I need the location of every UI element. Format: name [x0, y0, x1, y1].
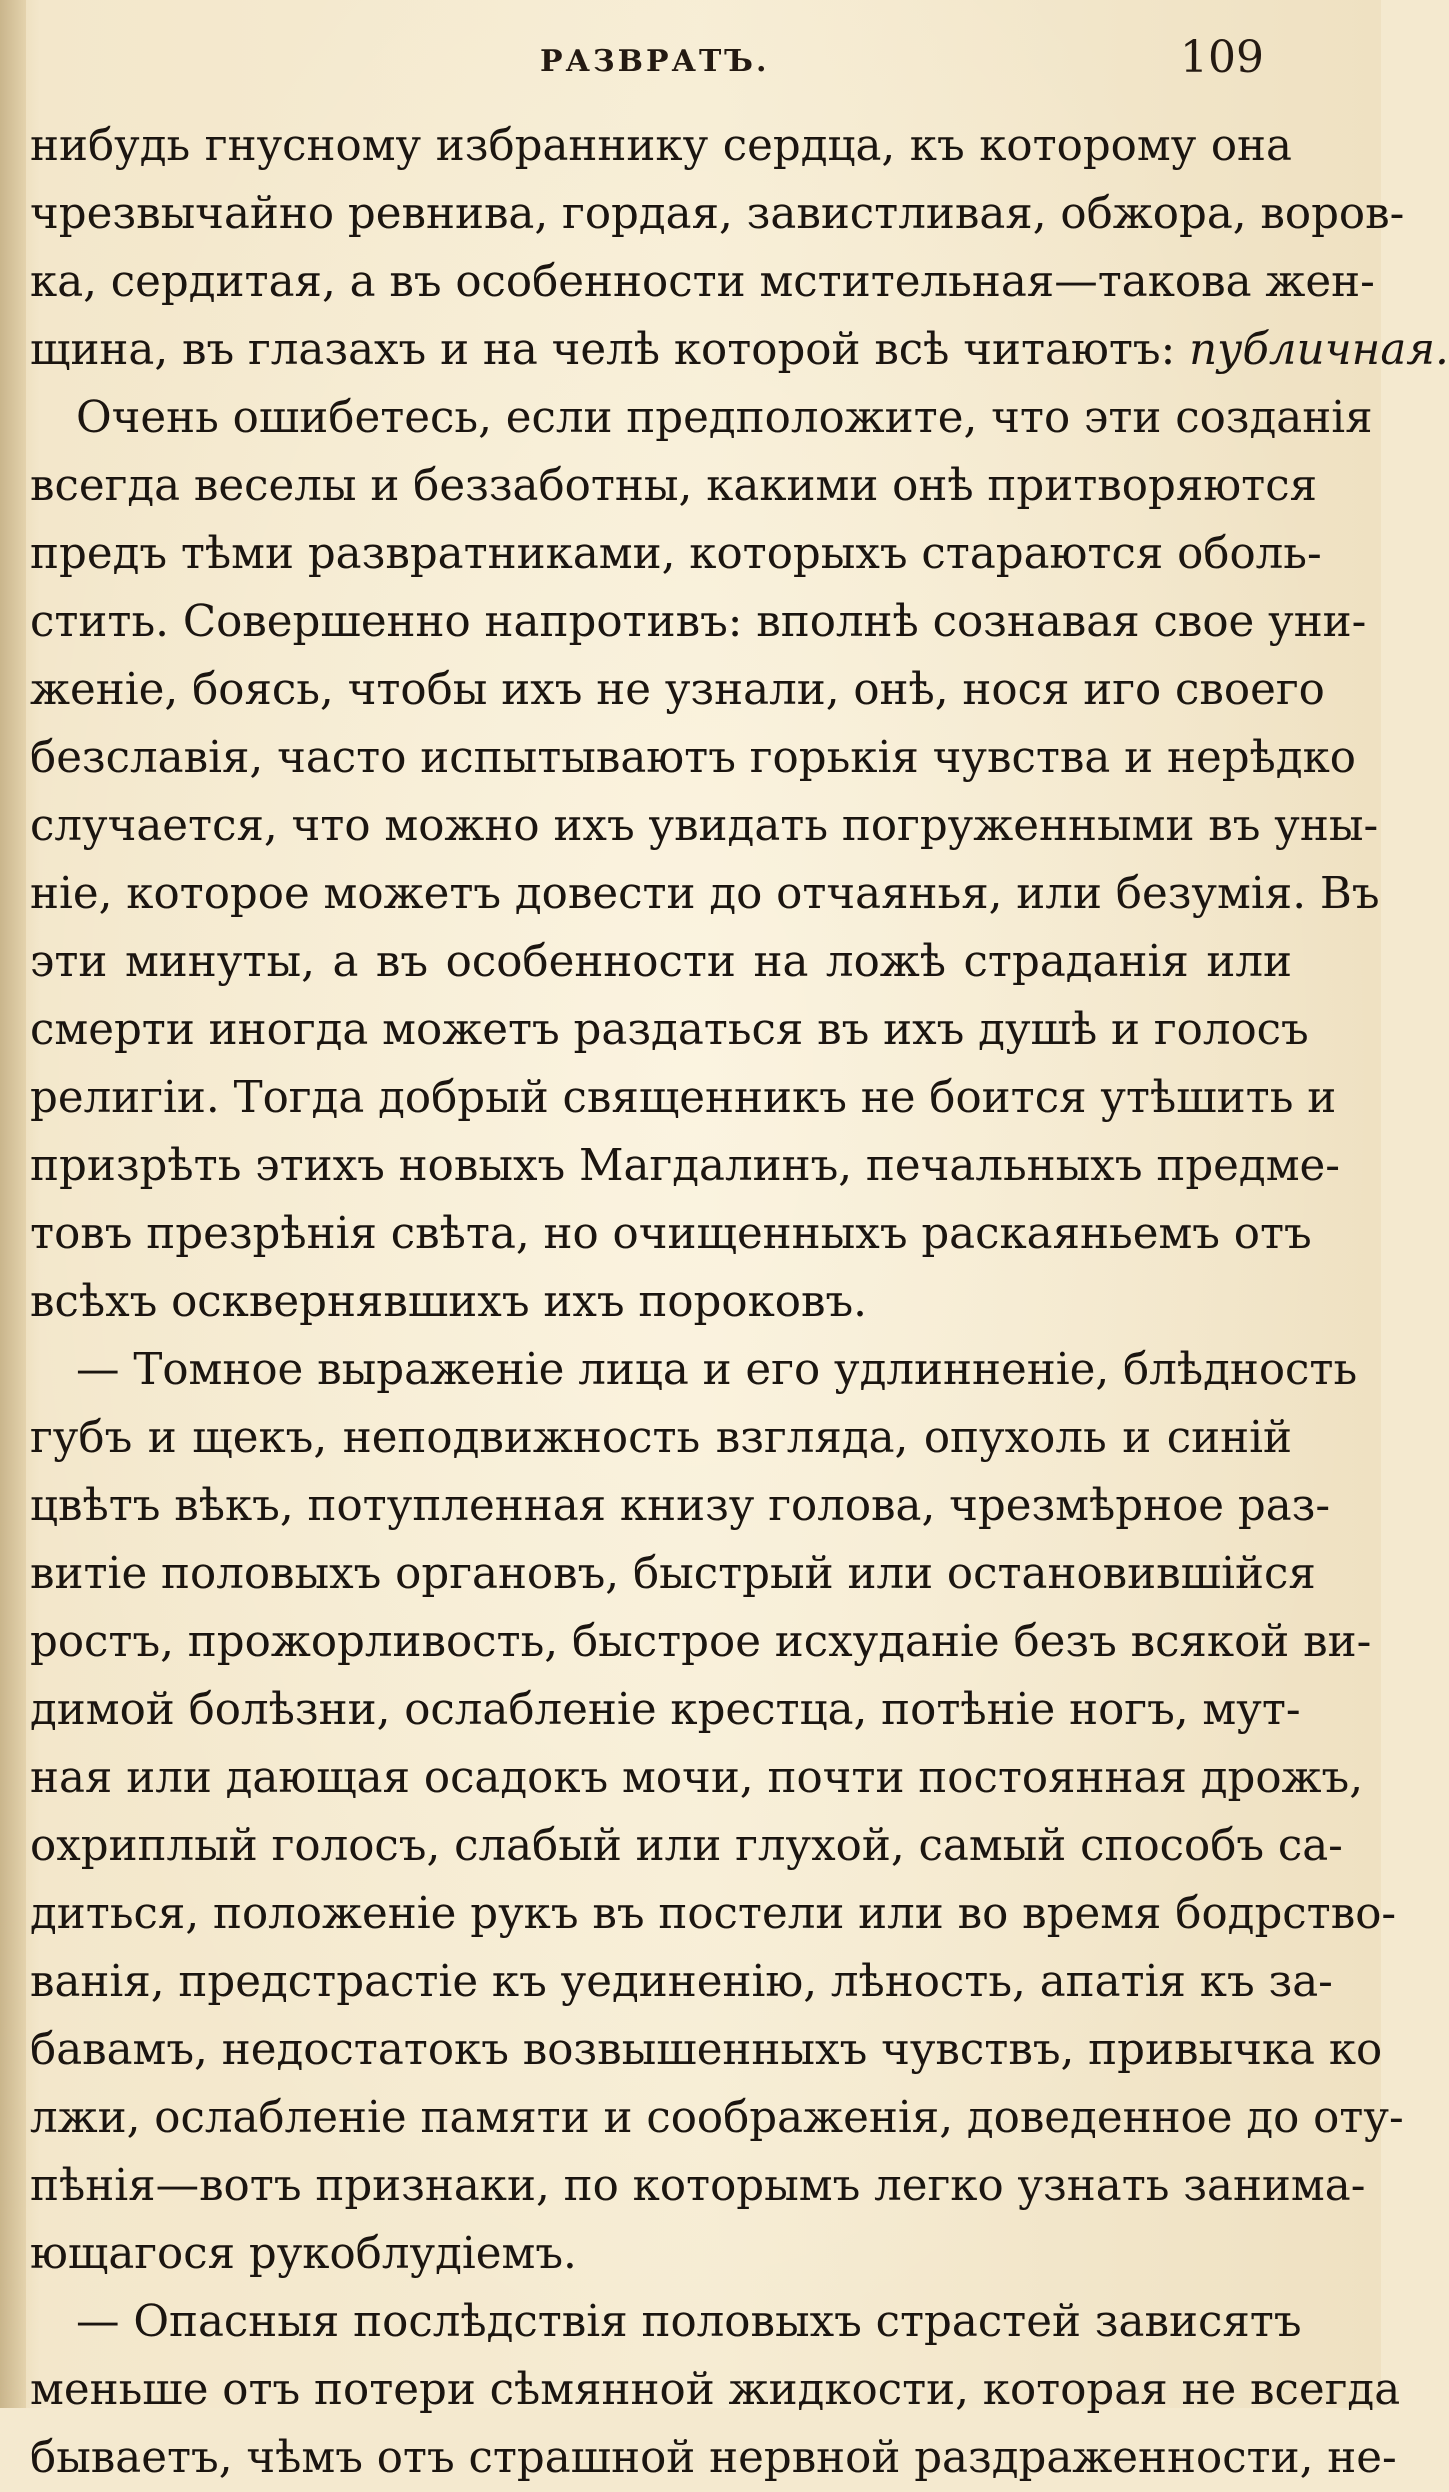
text-line-content: охриплый голосъ, слабый или глухой, самый способъ са-	[30, 1821, 1343, 1871]
text-line	[30, 180, 1405, 248]
page-gutter-edge	[0, 0, 26, 2408]
text-line-content: стить. Совершенно напротивъ: вполнѣ сознавая свое уни-	[30, 597, 1367, 647]
text-line	[30, 1132, 1340, 1200]
text-line-content: эти минуты, а въ особенности на ложѣ страданія или	[30, 937, 1292, 987]
text-line-content: всегда веселы и беззаботны, какими онѣ притворяются	[30, 461, 1318, 511]
text-line	[30, 1336, 1358, 1404]
text-line-content: губъ и щекъ, неподвижность взгляда, опухоль и синій	[30, 1413, 1292, 1463]
text-line-content: ка, сердитая, а въ особенности мстительная—такова жен-	[30, 257, 1375, 307]
text-line	[30, 656, 1325, 724]
text-line	[30, 1404, 1292, 1472]
text-line-content: бываетъ, чѣмъ отъ страшной нервной раздраженности, не-	[30, 2433, 1397, 2483]
italic-word: публичная.	[1189, 325, 1449, 375]
text-line-content: Очень ошибетесь, если предположите, что эти созданія	[76, 393, 1373, 443]
text-line	[30, 2152, 1366, 2220]
text-line-content: призрѣть этихъ новыхъ Магдалинъ, печальныхъ предме-	[30, 1141, 1340, 1191]
text-line	[30, 1880, 1397, 1948]
text-line-content: ванія, предстрастіе къ уединенію, лѣность, апатія къ за-	[30, 1957, 1333, 2007]
text-line-content: — Опасныя послѣдствія половыхъ страстей зависятъ	[76, 2297, 1302, 2347]
text-line-content: диться, положеніе рукъ въ постели или во время бодрство-	[30, 1889, 1397, 1939]
text-line-content: женіе, боясь, чтобы ихъ не узнали, онѣ, нося иго своего	[30, 665, 1325, 715]
text-line	[30, 792, 1379, 860]
text-line	[30, 384, 1373, 452]
text-line	[30, 452, 1318, 520]
text-line	[30, 1472, 1331, 1540]
text-line	[30, 1676, 1301, 1744]
text-line	[30, 1744, 1364, 1812]
text-line	[30, 1268, 1292, 1336]
text-line	[30, 248, 1375, 316]
running-title: РАЗВРАТЪ.	[540, 44, 770, 79]
text-line	[30, 996, 1309, 1064]
text-line-content: витіе половыхъ органовъ, быстрый или остановившійся	[30, 1549, 1316, 1599]
text-line-content: бавамъ, недостатокъ возвышенныхъ чувствъ, привычка ко	[30, 2025, 1383, 2075]
text-line-content: религіи. Тогда добрый священникъ не боится утѣшить и	[30, 1073, 1337, 1123]
text-line-content: димой болѣзни, ослабленіе крестца, потѣніе ногъ, мут-	[30, 1685, 1301, 1735]
text-line	[30, 1540, 1316, 1608]
text-line	[30, 2084, 1404, 2152]
text-line-content: безславія, часто испытываютъ горькія чувства и нерѣдко	[30, 733, 1356, 783]
text-line	[30, 2016, 1383, 2084]
text-line-content: ющагося рукоблудіемъ.	[30, 2229, 577, 2279]
text-line-content: — Томное выраженіе лица и его удлинненіе, блѣдность	[76, 1345, 1358, 1395]
text-line-content: пѣнія—вотъ признаки, по которымъ легко узнать занима-	[30, 2161, 1366, 2211]
text-line	[30, 316, 1449, 384]
text-line	[30, 860, 1380, 928]
text-line-content: всѣхъ осквернявшихъ ихъ пороковъ.	[30, 1277, 867, 1327]
text-line	[30, 520, 1322, 588]
text-line	[30, 2356, 1401, 2424]
text-line	[30, 2424, 1397, 2492]
text-line	[30, 1812, 1343, 1880]
text-line-content: ростъ, прожорливость, быстрое исхуданіе безъ всякой ви-	[30, 1617, 1372, 1667]
text-line-content: товъ презрѣнія свѣта, но очищенныхъ раскаяньемъ отъ	[30, 1209, 1312, 1259]
body-text	[30, 112, 1449, 2492]
text-line	[30, 1948, 1333, 2016]
running-header	[0, 30, 1381, 90]
page-number: 109	[1180, 32, 1264, 83]
text-line	[30, 724, 1356, 792]
text-line	[30, 1200, 1312, 1268]
text-line-content: чрезвычайно ревнива, гордая, завистливая, обжора, воров-	[30, 189, 1405, 239]
text-line	[30, 2288, 1302, 2356]
text-line	[30, 1608, 1372, 1676]
text-line-content: нибудь гнусному избраннику сердца, къ которому она	[30, 121, 1292, 171]
text-line-content: лжи, ослабленіе памяти и соображенія, доведенное до оту-	[30, 2093, 1404, 2143]
text-line-content: ніе, которое можетъ довести до отчаянья, или безумія. Въ	[30, 869, 1380, 919]
text-line-content: меньше отъ потери сѣмянной жидкости, которая не всегда	[30, 2365, 1401, 2415]
text-line	[30, 928, 1292, 996]
text-line-content: предъ тѣми развратниками, которыхъ стараются оболь-	[30, 529, 1322, 579]
text-line	[30, 588, 1367, 656]
text-line-content: смерти иногда можетъ раздаться въ ихъ душѣ и голосъ	[30, 1005, 1309, 1055]
text-line	[30, 1064, 1337, 1132]
text-line	[30, 112, 1292, 180]
text-line-content: случается, что можно ихъ увидать погруженными въ уны-	[30, 801, 1379, 851]
text-line-content: цвѣтъ вѣкъ, потупленная книзу голова, чрезмѣрное раз-	[30, 1481, 1331, 1531]
text-line-content: щина, въ глазахъ и на челѣ которой всѣ читаютъ:	[30, 325, 1176, 375]
text-line	[30, 2220, 1292, 2288]
text-line-content: ная или дающая осадокъ мочи, почти постоянная дрожъ,	[30, 1753, 1364, 1803]
